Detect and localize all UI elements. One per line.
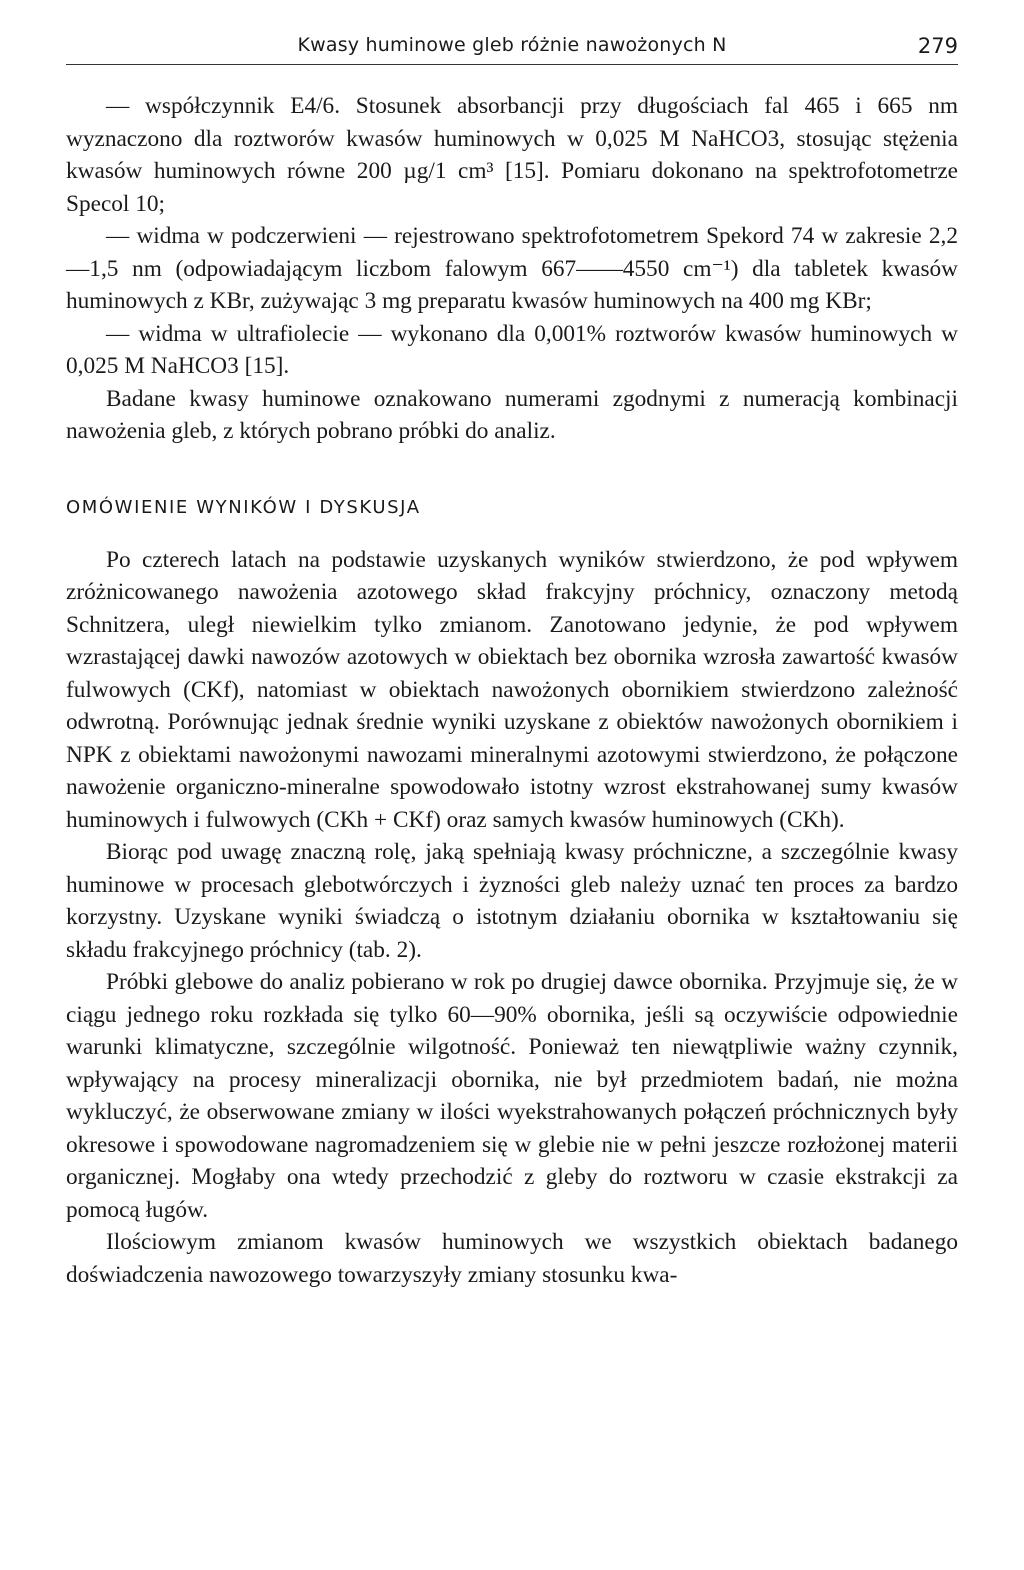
- spacer: [66, 524, 958, 544]
- body-text: [66, 90, 958, 1291]
- running-header: [66, 30, 958, 62]
- page-number: 279: [917, 34, 958, 58]
- paragraph: — widma w ultrafiolecie — wykonano dla 0,001% roztworów kwasów huminowych w 0,025 M NaHCO3 [15].: [66, 320, 958, 379]
- paragraph: Biorąc pod uwagę znaczną rolę, jaką spełniają kwasy próchniczne, a szczególnie kwasy huminowe w procesach glebotwórczych i żyzności gleb należy uznać ten proces za bardzo korzystny. Uzyskane wyniki świadczą o istotnym działaniu obornika w kształtowaniu się składu frakcyjnego próchnicy (tab. 2).: [66, 839, 958, 963]
- header-rule: [66, 64, 958, 65]
- paragraph: — współczynnik E4/6. Stosunek absorbancji przy długościach fal 465 i 665 nm wyznaczono dla roztworów kwasów huminowych w 0,025 M NaHCO3, stosując stężenia kwasów huminowych równe 200 µg/1 cm³ [15]. Pomiaru dokonano na spektrofotometrze Specol 10;: [66, 93, 958, 217]
- paragraph: Po czterech latach na podstawie uzyskanych wyników stwierdzono, że pod wpływem zróżnicowanego nawożenia azotowego skład frakcyjny próchnicy, oznaczony metodą Schnitzera, uległ niewielkim tylko zmianom. Zanotowano jedynie, że pod wpływem wzrastającej dawki nawozów azotowych w obiektach bez obornika wzrosła zawartość kwasów fulwowych (CKf), natomiast w obiektach nawożonych obornikiem stwierdzono zależność odwrotną. Porównując jednak średnie wyniki uzyskane z obiektów nawożonych obornikiem i NPK z obiektami nawożonymi nawozami mineralnymi azotowymi stwierdzono, że połączone nawożenie organiczno-mineralne spowodowało istotny wzrost ekstrahowanej sumy kwasów huminowych i fulwowych (CKh + CKf) oraz samych kwasów huminowych (CKh).: [66, 546, 958, 833]
- spacer: [66, 448, 958, 492]
- section-heading: OMÓWIENIE WYNIKÓW I DYSKUSJA: [66, 496, 421, 518]
- paragraph: Ilościowym zmianom kwasów huminowych we wszystkich obiektach badanego doświadczenia nawozowego towarzyszyły zmiany stosunku kwa-: [66, 1229, 958, 1288]
- running-title: Kwasy huminowe gleb różnie nawożonych N: [297, 34, 727, 56]
- paragraph: Badane kwasy huminowe oznakowano numerami zgodnymi z numeracją kombinacji nawożenia gleb, z których pobrano próbki do analiz.: [66, 385, 958, 444]
- paragraph: — widma w podczerwieni — rejestrowano spektrofotometrem Spekord 74 w zakresie 2,2—1,5 nm (odpowiadającym liczbom falowym 667——4550 cm⁻¹) dla tabletek kwasów huminowych z KBr, zużywając 3 mg preparatu kwasów huminowych na 400 mg KBr;: [66, 223, 958, 314]
- paragraph: Próbki glebowe do analiz pobierano w rok po drugiej dawce obornika. Przyjmuje się, że w ciągu jednego roku rozkłada się tylko 60—90% obornika, jeśli są oczywiście odpowiednie warunki klimatyczne, szczególnie wilgotność. Ponieważ ten niewątpliwie ważny czynnik, wpływający na procesy mineralizacji obornika, nie był przedmiotem badań, nie można wykluczyć, że obserwowane zmiany w ilości wyekstrahowanych połączeń próchnicznych były okresowe i spowodowane nagromadzeniem się w glebie nie w pełni jeszcze rozłożonej materii organicznej. Mogłaby ona wtedy przechodzić z gleby do roztworu w czasie ekstrakcji za pomocą ługów.: [66, 969, 958, 1223]
